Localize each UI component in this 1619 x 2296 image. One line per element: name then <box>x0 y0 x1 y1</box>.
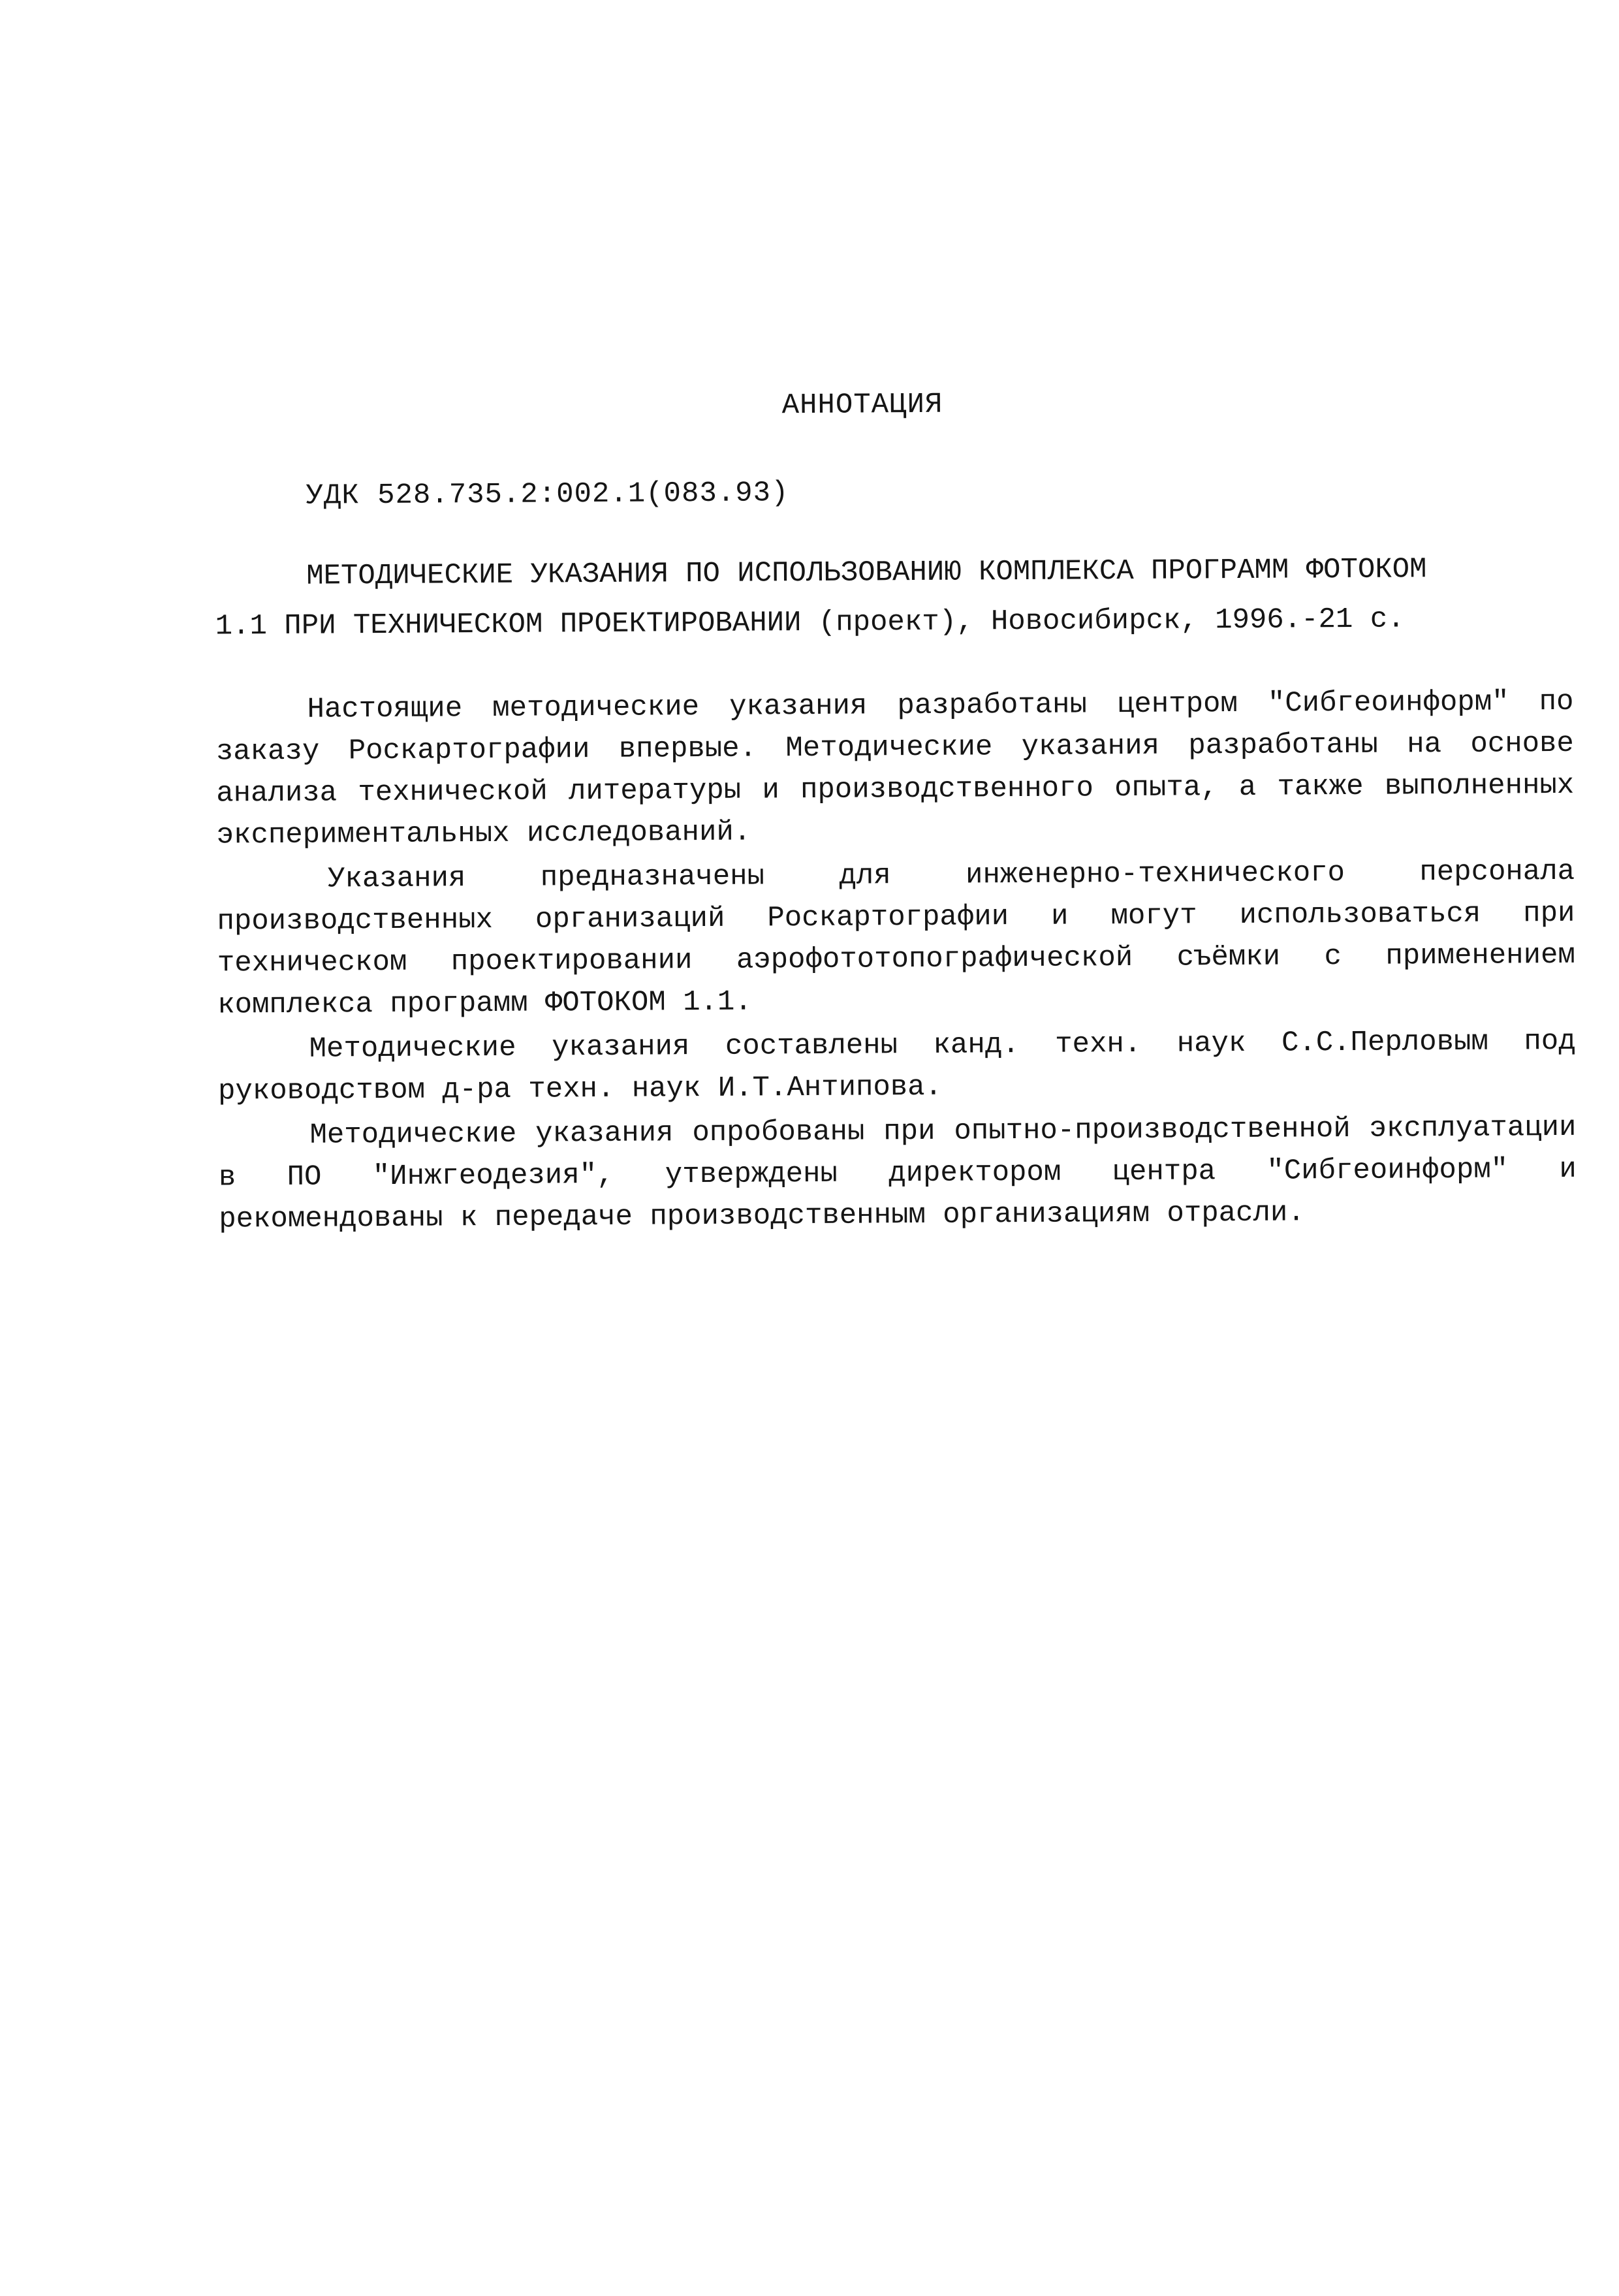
udk-code: УДК 528.735.2:002.1(083.93) <box>306 477 789 513</box>
paragraph-audience: Указания предназначены для инженерно-технического персонала производственных организаций Роскартографии и могут использоваться при техническом проектировании аэрофототопографической съёмки с применением комплекса программ ФОТОКОМ 1.1. <box>217 855 1576 1022</box>
bibliographic-heading <box>215 544 1573 652</box>
page-title: АННОТАЦИЯ <box>781 388 943 423</box>
annotation-body <box>215 681 1577 1241</box>
heading-line-1: МЕТОДИЧЕСКИЕ УКАЗАНИЯ ПО ИСПОЛЬЗОВАНИЮ КОМПЛЕКСА ПРОГРАММ ФОТОКОМ <box>306 553 1427 593</box>
paragraph-purpose: Настоящие методические указания разработаны центром "Сибгеоинформ" по заказу Роскартографии впервые. Методические указания разработаны на основе анализа технической литературы и производственного опыта, а также выполненных экспериментальных исследований. <box>215 685 1575 852</box>
heading-line-2: 1.1 ПРИ ТЕХНИЧЕСКОМ ПРОЕКТИРОВАНИИ (проект), Новосибирск, 1996.-21 с. <box>215 603 1405 643</box>
paragraph-approval: Методические указания опробованы при опытно-производственной эксплуатации в ПО "Инжгеодезия", утверждены директором центра "Сибгеоинформ" и рекомендованы к передаче производственным организациям отрасли. <box>218 1111 1577 1236</box>
paragraph-authors: Методические указания составлены канд. техн. наук С.С.Перловым под руководством д-ра техн. наук И.Т.Антипова. <box>217 1025 1576 1108</box>
